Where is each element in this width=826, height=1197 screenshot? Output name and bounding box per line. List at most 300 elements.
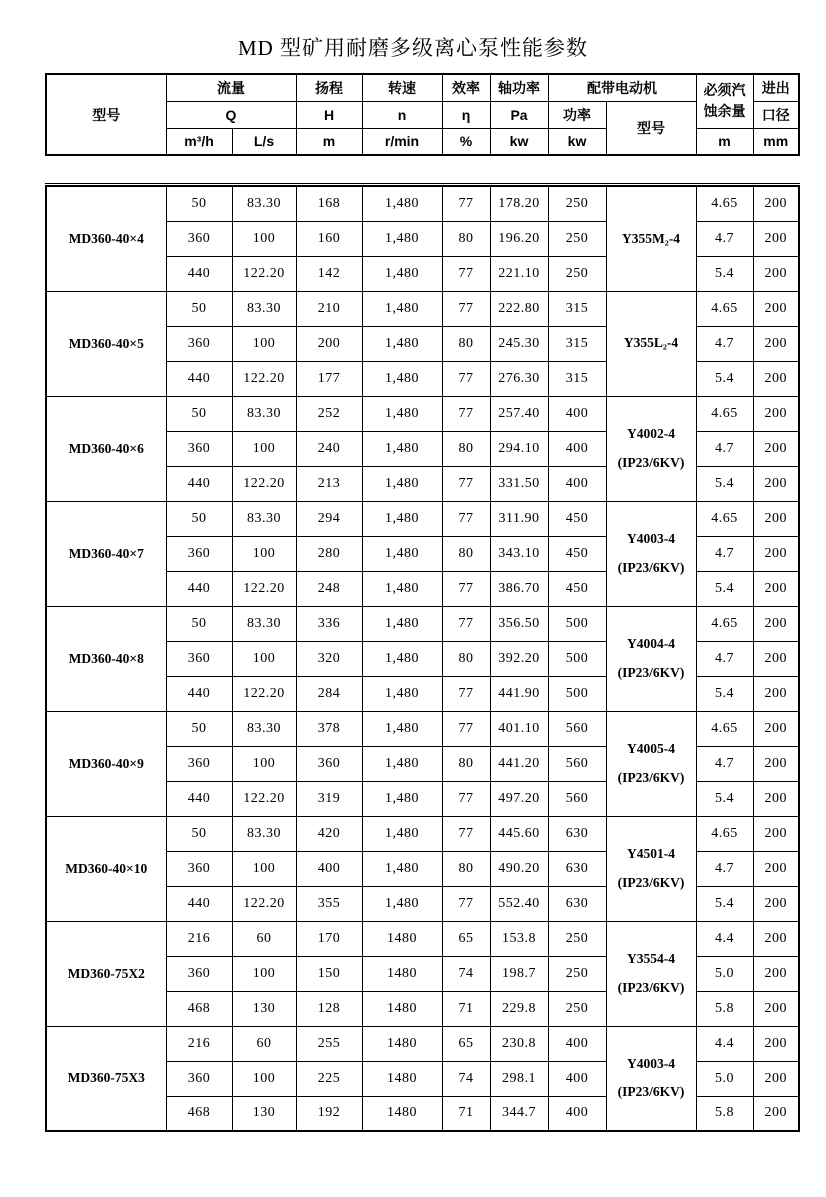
npsh-label-line2: 蚀余量: [703, 103, 746, 120]
cell-eff: 80: [442, 641, 490, 676]
cell-h: 255: [296, 1026, 362, 1061]
pump-model-cell: MD360-40×8: [46, 606, 166, 711]
cell-n: 1480: [362, 1061, 442, 1096]
head-symbol: H: [296, 101, 362, 128]
cell-kw: 400: [548, 1026, 606, 1061]
motor-power-label: 功率: [548, 101, 606, 128]
cell-eff: 80: [442, 536, 490, 571]
cell-kw: 630: [548, 886, 606, 921]
motor-model-line: Y4005-4: [627, 741, 675, 757]
cell-port: 200: [753, 991, 799, 1026]
table-row: [46, 396, 799, 431]
cell-pa: 257.40: [490, 396, 548, 431]
col-header-shaft-power: 轴功率: [490, 74, 548, 101]
col-header-motor-group: 配带电动机: [548, 74, 696, 101]
cell-port: 200: [753, 1061, 799, 1096]
table-row: [46, 921, 799, 956]
cell-h: 160: [296, 221, 362, 256]
cell-npsh: 4.65: [696, 186, 753, 221]
cell-kw: 250: [548, 256, 606, 291]
cell-q_m3h: 468: [166, 991, 232, 1026]
cell-kw: 400: [548, 1096, 606, 1131]
cell-kw: 315: [548, 291, 606, 326]
cell-pa: 245.30: [490, 326, 548, 361]
cell-pa: 153.8: [490, 921, 548, 956]
motor-model-line: (IP23/6KV): [617, 559, 685, 575]
cell-eff: 65: [442, 921, 490, 956]
motor-model-line: Y4004-4: [627, 636, 675, 652]
pump-model-cell: MD360-40×9: [46, 711, 166, 816]
cell-npsh: 4.65: [696, 606, 753, 641]
cell-q_m3h: 360: [166, 1061, 232, 1096]
col-header-flow: 流量: [166, 74, 296, 101]
motor-model-cell: [606, 501, 696, 606]
cell-n: 1,480: [362, 466, 442, 501]
motor-model-cell: [606, 186, 696, 291]
cell-eff: 77: [442, 186, 490, 221]
cell-npsh: 4.7: [696, 326, 753, 361]
cell-kw: 500: [548, 676, 606, 711]
motor-model-line: (IP23/6KV): [617, 454, 685, 470]
cell-h: 320: [296, 641, 362, 676]
cell-h: 192: [296, 1096, 362, 1131]
motor-model-line: (IP23/6KV): [617, 1084, 685, 1100]
cell-eff: 77: [442, 501, 490, 536]
cell-h: 360: [296, 746, 362, 781]
cell-h: 400: [296, 851, 362, 886]
cell-q_ls: 100: [232, 431, 296, 466]
cell-pa: 392.20: [490, 641, 548, 676]
cell-q_ls: 100: [232, 326, 296, 361]
cell-pa: 198.7: [490, 956, 548, 991]
cell-h: 142: [296, 256, 362, 291]
pump-table-body: [46, 186, 799, 1131]
cell-npsh: 5.4: [696, 466, 753, 501]
cell-pa: 294.10: [490, 431, 548, 466]
cell-eff: 77: [442, 466, 490, 501]
motor-model-line: Y4003-4: [627, 531, 675, 547]
motor-model-line: (IP23/6KV): [617, 874, 685, 890]
cell-eff: 71: [442, 991, 490, 1026]
cell-q_ls: 83.30: [232, 396, 296, 431]
pump-model-cell: MD360-40×4: [46, 186, 166, 291]
cell-pa: 441.20: [490, 746, 548, 781]
cell-n: 1,480: [362, 291, 442, 326]
cell-pa: 331.50: [490, 466, 548, 501]
cell-q_m3h: 360: [166, 641, 232, 676]
cell-eff: 77: [442, 256, 490, 291]
cell-npsh: 5.4: [696, 256, 753, 291]
cell-kw: 250: [548, 956, 606, 991]
motor-model-cell: [606, 1026, 696, 1131]
motor-model-cell: [606, 606, 696, 711]
cell-h: 210: [296, 291, 362, 326]
cell-kw: 500: [548, 606, 606, 641]
cell-q_ls: 122.20: [232, 571, 296, 606]
cell-q_ls: 130: [232, 1096, 296, 1131]
pump-model-cell: MD360-75X3: [46, 1026, 166, 1131]
cell-eff: 77: [442, 571, 490, 606]
motor-model-line: Y355L₂-4: [623, 335, 679, 351]
cell-n: 1,480: [362, 186, 442, 221]
table-row: [46, 606, 799, 641]
cell-q_ls: 122.20: [232, 466, 296, 501]
col-header-speed: 转速: [362, 74, 442, 101]
motor-model-label: 型号: [606, 101, 696, 155]
document-page: [0, 32, 826, 1197]
cell-npsh: 5.8: [696, 1096, 753, 1131]
motor-model-line: (IP23/6KV): [617, 979, 685, 995]
cell-kw: 315: [548, 326, 606, 361]
cell-q_ls: 100: [232, 746, 296, 781]
cell-port: 200: [753, 396, 799, 431]
cell-pa: 343.10: [490, 536, 548, 571]
cell-q_m3h: 50: [166, 816, 232, 851]
cell-npsh: 4.4: [696, 921, 753, 956]
cell-q_m3h: 50: [166, 186, 232, 221]
cell-pa: 441.90: [490, 676, 548, 711]
cell-q_ls: 83.30: [232, 711, 296, 746]
cell-q_ls: 83.30: [232, 291, 296, 326]
cell-port: 200: [753, 606, 799, 641]
cell-npsh: 4.65: [696, 396, 753, 431]
motor-model-cell: [606, 291, 696, 396]
motor-model-line: Y3554-4: [627, 951, 675, 967]
cell-pa: 230.8: [490, 1026, 548, 1061]
cell-npsh: 4.65: [696, 291, 753, 326]
cell-npsh: 5.8: [696, 991, 753, 1026]
cell-port: 200: [753, 186, 799, 221]
cell-q_m3h: 440: [166, 256, 232, 291]
cell-port: 200: [753, 536, 799, 571]
cell-npsh: 4.65: [696, 816, 753, 851]
cell-pa: 276.30: [490, 361, 548, 396]
cell-pa: 401.10: [490, 711, 548, 746]
cell-n: 1,480: [362, 711, 442, 746]
flow-symbol: Q: [166, 101, 296, 128]
cell-q_ls: 122.20: [232, 676, 296, 711]
cell-n: 1,480: [362, 886, 442, 921]
cell-n: 1,480: [362, 746, 442, 781]
motor-model-line: (IP23/6KV): [617, 664, 685, 680]
cell-n: 1,480: [362, 256, 442, 291]
cell-q_m3h: 440: [166, 361, 232, 396]
speed-unit: r/min: [362, 128, 442, 155]
cell-h: 168: [296, 186, 362, 221]
cell-h: 378: [296, 711, 362, 746]
cell-kw: 400: [548, 396, 606, 431]
cell-eff: 77: [442, 396, 490, 431]
cell-port: 200: [753, 466, 799, 501]
cell-port: 200: [753, 571, 799, 606]
efficiency-unit: %: [442, 128, 490, 155]
cell-pa: 386.70: [490, 571, 548, 606]
cell-kw: 560: [548, 781, 606, 816]
cell-npsh: 5.4: [696, 571, 753, 606]
cell-eff: 65: [442, 1026, 490, 1061]
cell-kw: 630: [548, 851, 606, 886]
efficiency-symbol: η: [442, 101, 490, 128]
cell-q_m3h: 360: [166, 536, 232, 571]
cell-kw: 250: [548, 221, 606, 256]
cell-q_m3h: 440: [166, 676, 232, 711]
cell-eff: 80: [442, 851, 490, 886]
cell-kw: 315: [548, 361, 606, 396]
cell-q_ls: 60: [232, 1026, 296, 1061]
cell-eff: 80: [442, 746, 490, 781]
cell-eff: 77: [442, 291, 490, 326]
cell-eff: 77: [442, 711, 490, 746]
cell-pa: 222.80: [490, 291, 548, 326]
cell-pa: 196.20: [490, 221, 548, 256]
cell-kw: 560: [548, 746, 606, 781]
cell-n: 1,480: [362, 571, 442, 606]
cell-q_ls: 60: [232, 921, 296, 956]
cell-port: 200: [753, 1096, 799, 1131]
motor-model-line: Y4002-4: [627, 426, 675, 442]
cell-n: 1,480: [362, 431, 442, 466]
speed-symbol: n: [362, 101, 442, 128]
flow-unit-ls: L/s: [232, 128, 296, 155]
cell-npsh: 5.0: [696, 1061, 753, 1096]
cell-q_ls: 100: [232, 221, 296, 256]
cell-kw: 450: [548, 571, 606, 606]
table-row: [46, 186, 799, 221]
cell-n: 1,480: [362, 396, 442, 431]
pump-model-cell: MD360-40×10: [46, 816, 166, 921]
cell-eff: 80: [442, 431, 490, 466]
cell-q_m3h: 468: [166, 1096, 232, 1131]
cell-n: 1,480: [362, 676, 442, 711]
cell-pa: 552.40: [490, 886, 548, 921]
cell-q_m3h: 216: [166, 921, 232, 956]
col-header-npsh: [696, 74, 753, 128]
cell-n: 1480: [362, 1026, 442, 1061]
table-row: [46, 1026, 799, 1061]
cell-port: 200: [753, 326, 799, 361]
cell-n: 1480: [362, 991, 442, 1026]
cell-n: 1,480: [362, 851, 442, 886]
cell-eff: 77: [442, 781, 490, 816]
page-title: MD 型矿用耐磨多级离心泵性能参数: [237, 36, 589, 60]
cell-q_m3h: 50: [166, 291, 232, 326]
cell-npsh: 4.7: [696, 431, 753, 466]
cell-eff: 77: [442, 816, 490, 851]
cell-port: 200: [753, 361, 799, 396]
cell-eff: 74: [442, 1061, 490, 1096]
cell-q_ls: 130: [232, 991, 296, 1026]
cell-q_m3h: 440: [166, 571, 232, 606]
table-row: [46, 501, 799, 536]
cell-q_ls: 122.20: [232, 781, 296, 816]
cell-n: 1,480: [362, 221, 442, 256]
npsh-label-line1: 必须汽: [703, 81, 746, 98]
cell-port: 200: [753, 256, 799, 291]
cell-port: 200: [753, 431, 799, 466]
header-row-1: [46, 74, 799, 101]
cell-npsh: 4.4: [696, 1026, 753, 1061]
cell-n: 1,480: [362, 781, 442, 816]
cell-n: 1480: [362, 921, 442, 956]
cell-q_m3h: 440: [166, 886, 232, 921]
motor-power-unit: kw: [548, 128, 606, 155]
cell-h: 280: [296, 536, 362, 571]
cell-h: 128: [296, 991, 362, 1026]
cell-n: 1,480: [362, 641, 442, 676]
pump-model-cell: MD360-40×6: [46, 396, 166, 501]
cell-h: 150: [296, 956, 362, 991]
motor-model-cell: [606, 711, 696, 816]
cell-q_ls: 100: [232, 851, 296, 886]
cell-eff: 71: [442, 1096, 490, 1131]
cell-h: 225: [296, 1061, 362, 1096]
cell-q_m3h: 360: [166, 851, 232, 886]
cell-q_ls: 83.30: [232, 501, 296, 536]
cell-q_ls: 100: [232, 956, 296, 991]
cell-q_m3h: 360: [166, 956, 232, 991]
cell-eff: 74: [442, 956, 490, 991]
motor-model-line: Y4501-4: [627, 846, 675, 862]
cell-h: 213: [296, 466, 362, 501]
cell-q_ls: 122.20: [232, 886, 296, 921]
cell-n: 1,480: [362, 606, 442, 641]
cell-h: 252: [296, 396, 362, 431]
cell-npsh: 4.7: [696, 851, 753, 886]
cell-h: 294: [296, 501, 362, 536]
cell-pa: 178.20: [490, 186, 548, 221]
pump-model-cell: MD360-40×7: [46, 501, 166, 606]
cell-pa: 344.7: [490, 1096, 548, 1131]
cell-port: 200: [753, 746, 799, 781]
pump-model-cell: MD360-40×5: [46, 291, 166, 396]
cell-q_ls: 83.30: [232, 816, 296, 851]
cell-npsh: 5.4: [696, 676, 753, 711]
cell-eff: 77: [442, 361, 490, 396]
cell-q_m3h: 50: [166, 501, 232, 536]
cell-port: 200: [753, 676, 799, 711]
cell-npsh: 5.4: [696, 361, 753, 396]
cell-q_ls: 100: [232, 1061, 296, 1096]
cell-eff: 80: [442, 326, 490, 361]
npsh-unit: m: [696, 128, 753, 155]
cell-q_ls: 83.30: [232, 186, 296, 221]
cell-q_m3h: 216: [166, 1026, 232, 1061]
col-header-port-line2: 口径: [753, 101, 799, 128]
motor-model-line: (IP23/6KV): [617, 769, 685, 785]
cell-h: 319: [296, 781, 362, 816]
cell-n: 1,480: [362, 536, 442, 571]
cell-kw: 450: [548, 501, 606, 536]
cell-port: 200: [753, 816, 799, 851]
cell-q_m3h: 50: [166, 396, 232, 431]
port-unit: mm: [753, 128, 799, 155]
cell-kw: 450: [548, 536, 606, 571]
col-header-efficiency: 效率: [442, 74, 490, 101]
cell-port: 200: [753, 886, 799, 921]
cell-h: 240: [296, 431, 362, 466]
cell-q_ls: 100: [232, 641, 296, 676]
cell-port: 200: [753, 221, 799, 256]
cell-q_ls: 100: [232, 536, 296, 571]
cell-q_m3h: 360: [166, 431, 232, 466]
cell-eff: 80: [442, 221, 490, 256]
cell-n: 1,480: [362, 501, 442, 536]
table-row: [46, 711, 799, 746]
pump-data-table: [45, 185, 800, 1132]
table-row: [46, 816, 799, 851]
cell-kw: 400: [548, 466, 606, 501]
cell-eff: 77: [442, 606, 490, 641]
cell-npsh: 4.7: [696, 221, 753, 256]
shaft-power-symbol: Pa: [490, 101, 548, 128]
cell-kw: 250: [548, 186, 606, 221]
cell-port: 200: [753, 501, 799, 536]
cell-npsh: 4.7: [696, 641, 753, 676]
cell-pa: 356.50: [490, 606, 548, 641]
flow-unit-m3h: m³/h: [166, 128, 232, 155]
cell-npsh: 4.7: [696, 536, 753, 571]
cell-h: 420: [296, 816, 362, 851]
cell-pa: 221.10: [490, 256, 548, 291]
cell-kw: 560: [548, 711, 606, 746]
cell-eff: 77: [442, 676, 490, 711]
cell-port: 200: [753, 641, 799, 676]
cell-npsh: 4.7: [696, 746, 753, 781]
cell-h: 200: [296, 326, 362, 361]
cell-pa: 298.1: [490, 1061, 548, 1096]
cell-q_ls: 83.30: [232, 606, 296, 641]
cell-pa: 311.90: [490, 501, 548, 536]
cell-npsh: 5.4: [696, 781, 753, 816]
col-header-head: 扬程: [296, 74, 362, 101]
cell-npsh: 5.4: [696, 886, 753, 921]
motor-model-cell: [606, 396, 696, 501]
cell-npsh: 5.0: [696, 956, 753, 991]
cell-kw: 250: [548, 991, 606, 1026]
cell-port: 200: [753, 781, 799, 816]
cell-q_m3h: 440: [166, 466, 232, 501]
cell-port: 200: [753, 711, 799, 746]
cell-n: 1,480: [362, 361, 442, 396]
header-table: [45, 73, 800, 156]
pump-model-cell: MD360-75X2: [46, 921, 166, 1026]
cell-h: 248: [296, 571, 362, 606]
motor-model-cell: [606, 816, 696, 921]
cell-kw: 400: [548, 1061, 606, 1096]
cell-port: 200: [753, 291, 799, 326]
cell-h: 284: [296, 676, 362, 711]
table-row: [46, 291, 799, 326]
cell-npsh: 4.65: [696, 711, 753, 746]
cell-kw: 400: [548, 431, 606, 466]
col-header-port-line1: 进出: [753, 74, 799, 101]
cell-q_ls: 122.20: [232, 361, 296, 396]
cell-n: 1480: [362, 1096, 442, 1131]
head-unit: m: [296, 128, 362, 155]
cell-pa: 229.8: [490, 991, 548, 1026]
cell-kw: 250: [548, 921, 606, 956]
cell-port: 200: [753, 956, 799, 991]
cell-n: 1,480: [362, 326, 442, 361]
cell-eff: 77: [442, 886, 490, 921]
cell-port: 200: [753, 1026, 799, 1061]
cell-pa: 445.60: [490, 816, 548, 851]
cell-kw: 500: [548, 641, 606, 676]
motor-model-cell: [606, 921, 696, 1026]
cell-q_m3h: 360: [166, 221, 232, 256]
cell-port: 200: [753, 851, 799, 886]
cell-h: 355: [296, 886, 362, 921]
